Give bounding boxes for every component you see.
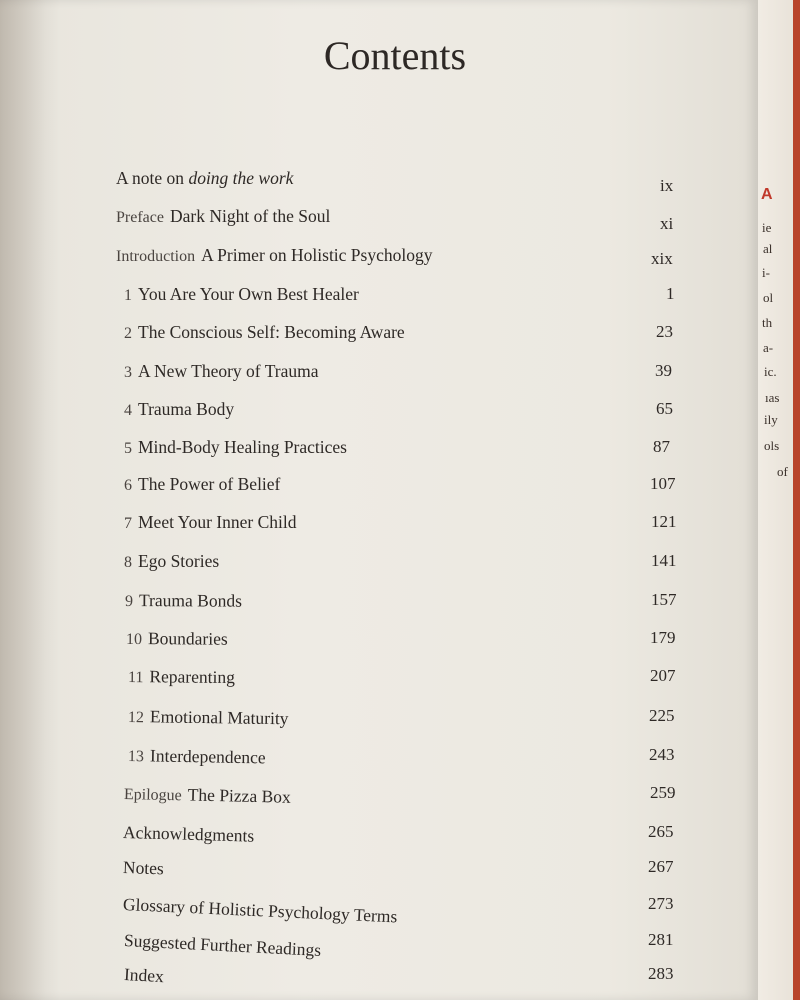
- toc-entry: [116, 168, 756, 198]
- toc-entry-title: [124, 361, 319, 382]
- toc-entry: [124, 964, 764, 994]
- toc-entry: [124, 783, 764, 813]
- chapter-number: 7: [124, 515, 132, 532]
- toc-entry: [125, 590, 765, 620]
- page-title: Contents: [323, 33, 467, 78]
- chapter-number: 10: [125, 631, 143, 649]
- entry-title-text: You Are Your Own Best Healer: [138, 284, 359, 304]
- chapter-number: 8: [124, 554, 132, 571]
- toc-entry-title: [124, 783, 291, 808]
- toc-entry-title: [126, 628, 228, 650]
- page-number: ix: [660, 176, 674, 195]
- adjacent-page-text: of: [777, 464, 788, 479]
- entry-title: [138, 361, 319, 381]
- entry-title: [123, 857, 165, 878]
- toc-entry: [124, 551, 764, 581]
- chapter-number: 9: [124, 593, 134, 611]
- toc-entry: [124, 930, 764, 960]
- chapter-number: 1: [124, 287, 132, 304]
- toc-entry: [128, 745, 768, 775]
- page-number: 39: [655, 361, 672, 380]
- entry-title: [138, 322, 405, 342]
- entry-title-text: A New Theory of Trauma: [138, 361, 319, 381]
- entry-title: [138, 437, 347, 457]
- toc-entry-title: [124, 474, 280, 495]
- entry-title: [138, 399, 234, 419]
- toc-entry-title: [116, 245, 432, 266]
- entry-title-text: Ego Stories: [138, 551, 220, 571]
- entry-title: [150, 706, 289, 728]
- entry-title-text: Index: [123, 964, 165, 987]
- toc-entry: [124, 361, 764, 391]
- page-number: 207: [650, 666, 676, 685]
- entry-title-text: Dark Night of the Soul: [169, 206, 331, 226]
- toc-entry-title: [123, 894, 398, 927]
- entry-title-text: Trauma Bonds: [138, 590, 242, 611]
- page-number: 157: [651, 590, 677, 609]
- entry-title-text: Acknowledgments: [122, 822, 255, 846]
- page-number: 225: [649, 706, 675, 725]
- page-number: 121: [651, 512, 677, 531]
- chapter-number: 5: [124, 440, 132, 457]
- page-number: 265: [648, 822, 674, 841]
- toc-entry: [123, 857, 763, 887]
- toc-entry: [126, 628, 766, 658]
- entry-title: [123, 894, 398, 926]
- toc-entry-title: [116, 206, 330, 227]
- toc-entry: [116, 245, 756, 275]
- entry-title-text: The Power of Belief: [138, 474, 281, 494]
- adjacent-page-text: ıas: [765, 390, 780, 405]
- entry-title-text: Glossary of Holistic Psychology Terms: [122, 894, 398, 927]
- entry-title-text: The Pizza Box: [187, 784, 291, 807]
- adjacent-page-text: ol: [763, 290, 774, 305]
- adjacent-page-text: th: [762, 315, 773, 330]
- toc-entry: [122, 894, 763, 927]
- toc-entry: [128, 706, 768, 736]
- page-number: 267: [648, 857, 674, 876]
- toc-entry: [124, 322, 764, 352]
- entry-title: [123, 964, 164, 986]
- entry-title-text: Suggested Further Readings: [123, 930, 322, 960]
- page-number: 281: [648, 930, 674, 949]
- toc-entry: [124, 399, 764, 429]
- entry-title-text: Trauma Body: [138, 399, 235, 419]
- page-number: 1: [666, 284, 675, 303]
- page-number: xi: [660, 214, 674, 233]
- entry-title: [170, 206, 330, 226]
- toc-entry-title: [123, 857, 165, 879]
- toc-entry: [124, 512, 764, 542]
- entry-title-text: Interdependence: [149, 745, 266, 768]
- toc-entry-title: [123, 930, 321, 961]
- chapter-number: 11: [127, 669, 144, 687]
- entry-title: [138, 551, 219, 571]
- entry-title-text: Notes: [122, 857, 165, 879]
- chapter-number: 2: [124, 325, 132, 342]
- page-number: 283: [648, 964, 674, 983]
- page-number: 273: [648, 894, 674, 913]
- toc-entry: [124, 437, 764, 467]
- adjacent-page-text: ic.: [764, 364, 777, 379]
- toc-entry-title: [124, 399, 234, 420]
- entry-title-text: Emotional Maturity: [149, 706, 289, 729]
- entry-title-text: Mind-Body Healing Practices: [138, 437, 347, 457]
- page-number: 243: [649, 745, 675, 764]
- adjacent-page-text: A: [761, 186, 773, 203]
- entry-title: [123, 822, 255, 846]
- toc-entry: [124, 474, 764, 504]
- entry-title: [124, 930, 322, 960]
- toc-entry: [123, 822, 763, 852]
- toc-entry-title: [124, 437, 347, 458]
- toc-entry-title: [124, 284, 359, 305]
- toc-entry-title: [125, 590, 242, 612]
- toc-entry-title: [128, 666, 235, 688]
- entry-title-text: The Conscious Self: Becoming Aware: [138, 322, 405, 342]
- chapter-number: 4: [124, 402, 132, 419]
- adjacent-page-text: ie: [762, 220, 772, 235]
- section-label: Preface: [116, 209, 164, 226]
- page-number: 23: [656, 322, 673, 341]
- page-number: 65: [656, 399, 673, 418]
- toc-entry-title: [116, 168, 293, 189]
- page-number: 179: [650, 628, 676, 647]
- section-label: Introduction: [116, 248, 196, 265]
- toc-entry-title: [124, 512, 296, 533]
- entry-title: [116, 168, 293, 188]
- section-label: Epilogue: [123, 786, 182, 805]
- toc-entry-title: [128, 706, 289, 729]
- entry-title: [138, 512, 296, 532]
- adjacent-page-text: i-: [762, 265, 770, 280]
- book-cover-edge: [793, 0, 800, 1000]
- adjacent-page-text: ols: [764, 438, 780, 453]
- entry-title: [148, 628, 228, 649]
- page-number: 141: [651, 551, 677, 570]
- chapter-number: 6: [124, 477, 132, 494]
- entry-title: [201, 245, 432, 265]
- toc-entry: [128, 666, 768, 696]
- entry-title-text: Reparenting: [149, 666, 236, 688]
- toc-entry: [116, 206, 756, 236]
- chapter-number: 13: [127, 748, 145, 766]
- adjacent-page-text: a-: [763, 340, 774, 355]
- entry-title-italic: doing the work: [188, 168, 294, 188]
- page-number: 107: [650, 474, 676, 493]
- entry-title: [188, 784, 291, 806]
- chapter-number: 3: [124, 364, 132, 381]
- page-number: 87: [653, 437, 670, 456]
- entry-title: [139, 590, 242, 611]
- entry-title-text: A note on: [116, 168, 189, 188]
- page-number: xix: [651, 249, 673, 268]
- toc-entry-title: [128, 745, 266, 768]
- entry-title-text: A Primer on Holistic Psychology: [201, 245, 433, 265]
- toc-entry-title: [123, 964, 164, 987]
- entry-title: [149, 666, 235, 687]
- toc-entry-title: [124, 551, 219, 572]
- adjacent-page-text: al: [763, 241, 773, 256]
- entry-title-text: Boundaries: [147, 628, 228, 649]
- entry-title: [138, 474, 280, 494]
- toc-entry-title: [124, 322, 405, 343]
- adjacent-page-text: ily: [764, 412, 778, 427]
- page-number: 259: [650, 783, 676, 802]
- entry-title: [150, 745, 266, 767]
- toc-entry: [124, 284, 764, 314]
- chapter-number: 12: [127, 709, 145, 727]
- entry-title: [138, 284, 359, 304]
- toc-entry-title: [123, 822, 255, 847]
- entry-title-text: Meet Your Inner Child: [138, 512, 297, 532]
